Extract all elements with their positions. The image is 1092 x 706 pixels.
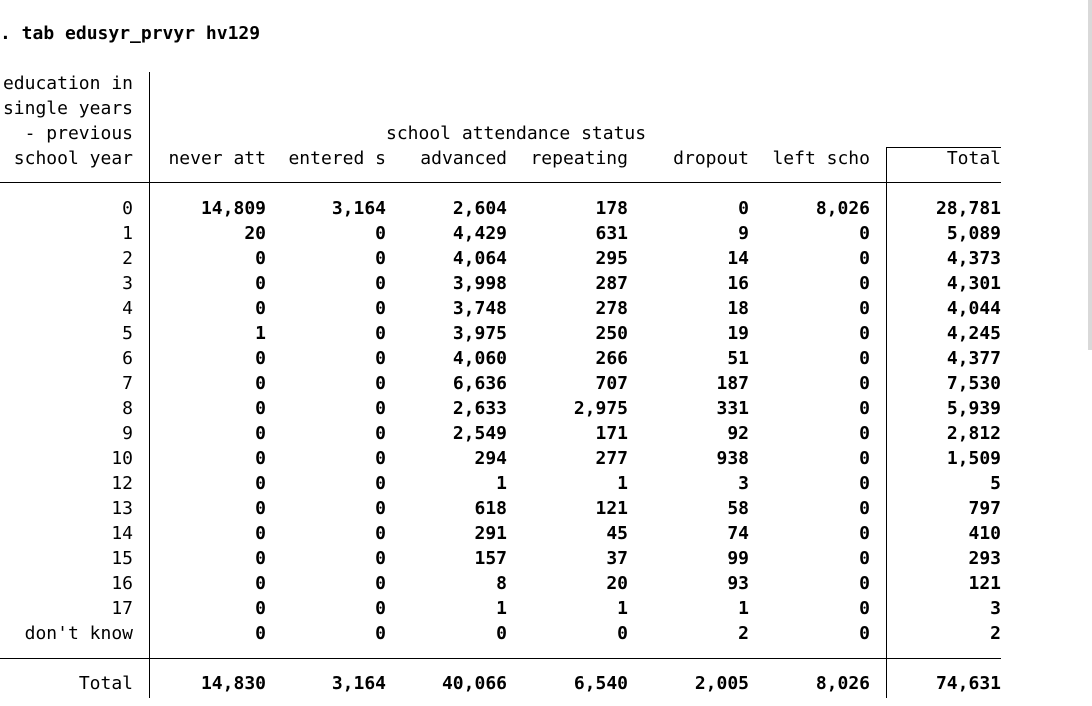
row-var-label-line-3: - previous: [13, 123, 133, 144]
table-cell: 0: [255, 448, 266, 469]
table-cell: 0: [738, 198, 749, 219]
table-cell: 51: [727, 348, 749, 369]
row-var-label-line-4: school year: [13, 148, 133, 169]
table-cell: 797: [968, 498, 1001, 519]
table-cell: 0: [375, 498, 386, 519]
row-label: 9: [122, 423, 133, 444]
table-cell: 0: [255, 498, 266, 519]
table-cell: 0: [859, 448, 870, 469]
total-cell: 74,631: [935, 673, 1001, 694]
table-cell: 0: [496, 623, 507, 644]
table-cell: 1: [617, 473, 628, 494]
table-cell: 0: [255, 423, 266, 444]
row-label: 4: [122, 298, 133, 319]
table-cell: 3: [990, 598, 1001, 619]
row-label: 8: [122, 398, 133, 419]
table-cell: 0: [375, 348, 386, 369]
col-header-left-scho: left scho: [772, 148, 870, 169]
row-label: 7: [122, 373, 133, 394]
table-cell: 0: [375, 223, 386, 244]
col-var-label: school attendance status: [386, 123, 647, 144]
scrollbar[interactable]: [1088, 0, 1092, 350]
table-cell: 0: [859, 373, 870, 394]
table-cell: 2,549: [452, 423, 507, 444]
table-cell: 0: [859, 548, 870, 569]
table-cell: 1: [496, 598, 507, 619]
table-cell: 278: [595, 298, 628, 319]
table-cell: 14: [727, 248, 749, 269]
table-cell: 45: [606, 523, 628, 544]
table-cell: 0: [859, 348, 870, 369]
table-cell: 0: [859, 273, 870, 294]
table-cell: 331: [716, 398, 749, 419]
table-cell: 0: [859, 598, 870, 619]
table-cell: 187: [716, 373, 749, 394]
row-label: 16: [111, 573, 133, 594]
row-label: 12: [111, 473, 133, 494]
col-header-dropout: dropout: [673, 148, 749, 169]
command-line: . tab edusyr_prvyr hv129: [0, 23, 261, 44]
table-cell: 2: [738, 623, 749, 644]
table-cell: 2: [990, 623, 1001, 644]
table-cell: 410: [968, 523, 1001, 544]
table-cell: 0: [375, 298, 386, 319]
table-cell: 178: [595, 198, 628, 219]
table-cell: 0: [375, 473, 386, 494]
table-cell: 291: [474, 523, 507, 544]
table-cell: 0: [255, 598, 266, 619]
row-label-divider: [149, 72, 150, 698]
table-cell: 6,636: [452, 373, 507, 394]
table-cell: 28,781: [935, 198, 1001, 219]
table-cell: 294: [474, 448, 507, 469]
row-label: don't know: [24, 623, 133, 644]
table-cell: 4,064: [452, 248, 507, 269]
table-cell: 1: [255, 323, 266, 344]
table-cell: 0: [255, 398, 266, 419]
table-cell: 0: [859, 223, 870, 244]
total-row-label: Total: [78, 673, 133, 694]
table-cell: 0: [375, 623, 386, 644]
total-rule: [0, 658, 1001, 659]
table-cell: 0: [859, 248, 870, 269]
table-cell: 0: [859, 573, 870, 594]
table-cell: 4,429: [452, 223, 507, 244]
col-header-entered-s: entered s: [288, 148, 386, 169]
row-label: 17: [111, 598, 133, 619]
table-cell: 0: [375, 598, 386, 619]
table-cell: 0: [375, 548, 386, 569]
table-cell: 250: [595, 323, 628, 344]
table-cell: 16: [727, 273, 749, 294]
table-cell: 0: [255, 523, 266, 544]
table-cell: 9: [738, 223, 749, 244]
table-cell: 0: [255, 548, 266, 569]
table-cell: 121: [595, 498, 628, 519]
table-cell: 121: [968, 573, 1001, 594]
table-cell: 1: [496, 473, 507, 494]
table-cell: 4,044: [946, 298, 1001, 319]
table-cell: 7,530: [946, 373, 1001, 394]
total-cell: 6,540: [573, 673, 628, 694]
table-cell: 0: [255, 373, 266, 394]
table-cell: 0: [859, 523, 870, 544]
table-cell: 18: [727, 298, 749, 319]
table-cell: 1,509: [946, 448, 1001, 469]
table-cell: 938: [716, 448, 749, 469]
table-cell: 20: [606, 573, 628, 594]
table-cell: 4,373: [946, 248, 1001, 269]
table-cell: 0: [375, 273, 386, 294]
table-cell: 2,604: [452, 198, 507, 219]
table-cell: 5,089: [946, 223, 1001, 244]
col-header-total: Total: [946, 148, 1001, 169]
table-cell: 287: [595, 273, 628, 294]
table-cell: 0: [375, 573, 386, 594]
table-cell: 93: [727, 573, 749, 594]
table-cell: 3,975: [452, 323, 507, 344]
table-cell: 19: [727, 323, 749, 344]
table-cell: 0: [859, 323, 870, 344]
table-cell: 3,998: [452, 273, 507, 294]
total-cell: 8,026: [815, 673, 870, 694]
table-cell: 3,748: [452, 298, 507, 319]
row-label: 5: [122, 323, 133, 344]
table-cell: 8: [496, 573, 507, 594]
table-cell: 4,377: [946, 348, 1001, 369]
total-header-rule: [886, 147, 1001, 148]
row-label: 3: [122, 273, 133, 294]
table-cell: 2,812: [946, 423, 1001, 444]
total-column-divider: [886, 148, 887, 698]
row-label: 0: [122, 198, 133, 219]
table-cell: 0: [255, 623, 266, 644]
row-label: 14: [111, 523, 133, 544]
table-cell: 293: [968, 548, 1001, 569]
total-cell: 40,066: [441, 673, 507, 694]
table-cell: 1: [738, 598, 749, 619]
table-cell: 0: [375, 248, 386, 269]
table-cell: 2,975: [573, 398, 628, 419]
table-cell: 0: [859, 423, 870, 444]
table-cell: 0: [375, 423, 386, 444]
table-cell: 0: [859, 398, 870, 419]
table-cell: 157: [474, 548, 507, 569]
total-cell: 14,830: [200, 673, 266, 694]
table-cell: 0: [375, 448, 386, 469]
total-cell: 2,005: [694, 673, 749, 694]
table-cell: 618: [474, 498, 507, 519]
table-cell: 0: [375, 398, 386, 419]
table-cell: 0: [255, 348, 266, 369]
table-cell: 8,026: [815, 198, 870, 219]
table-cell: 1: [617, 598, 628, 619]
table-cell: 171: [595, 423, 628, 444]
row-label: 15: [111, 548, 133, 569]
table-cell: 0: [859, 473, 870, 494]
table-cell: 0: [255, 273, 266, 294]
row-label: 10: [111, 448, 133, 469]
table-cell: 99: [727, 548, 749, 569]
table-cell: 20: [244, 223, 266, 244]
table-cell: 3: [738, 473, 749, 494]
table-cell: 0: [859, 298, 870, 319]
table-cell: 0: [859, 623, 870, 644]
header-rule: [0, 182, 1001, 183]
table-cell: 277: [595, 448, 628, 469]
table-cell: 0: [255, 248, 266, 269]
table-cell: 0: [375, 373, 386, 394]
row-var-label-line-2: single years: [2, 98, 133, 119]
table-cell: 0: [859, 498, 870, 519]
table-cell: 0: [617, 623, 628, 644]
total-cell: 3,164: [331, 673, 386, 694]
table-cell: 707: [595, 373, 628, 394]
table-cell: 2,633: [452, 398, 507, 419]
row-label: 1: [122, 223, 133, 244]
table-cell: 4,060: [452, 348, 507, 369]
table-cell: 58: [727, 498, 749, 519]
table-cell: 0: [255, 573, 266, 594]
table-cell: 295: [595, 248, 628, 269]
table-cell: 92: [727, 423, 749, 444]
table-cell: 3,164: [331, 198, 386, 219]
row-label: 2: [122, 248, 133, 269]
table-cell: 5: [990, 473, 1001, 494]
table-cell: 37: [606, 548, 628, 569]
row-label: 13: [111, 498, 133, 519]
table-cell: 266: [595, 348, 628, 369]
table-cell: 631: [595, 223, 628, 244]
col-header-advanced: advanced: [420, 148, 507, 169]
col-header-repeating: repeating: [530, 148, 628, 169]
table-cell: 0: [375, 323, 386, 344]
table-cell: 0: [255, 473, 266, 494]
row-var-label-line-1: education in: [2, 73, 133, 94]
col-header-never-att: never att: [168, 148, 266, 169]
table-cell: 4,301: [946, 273, 1001, 294]
table-cell: 4,245: [946, 323, 1001, 344]
table-cell: 0: [255, 298, 266, 319]
table-cell: 74: [727, 523, 749, 544]
table-cell: 14,809: [200, 198, 266, 219]
row-label: 6: [122, 348, 133, 369]
table-cell: 0: [375, 523, 386, 544]
table-cell: 5,939: [946, 398, 1001, 419]
